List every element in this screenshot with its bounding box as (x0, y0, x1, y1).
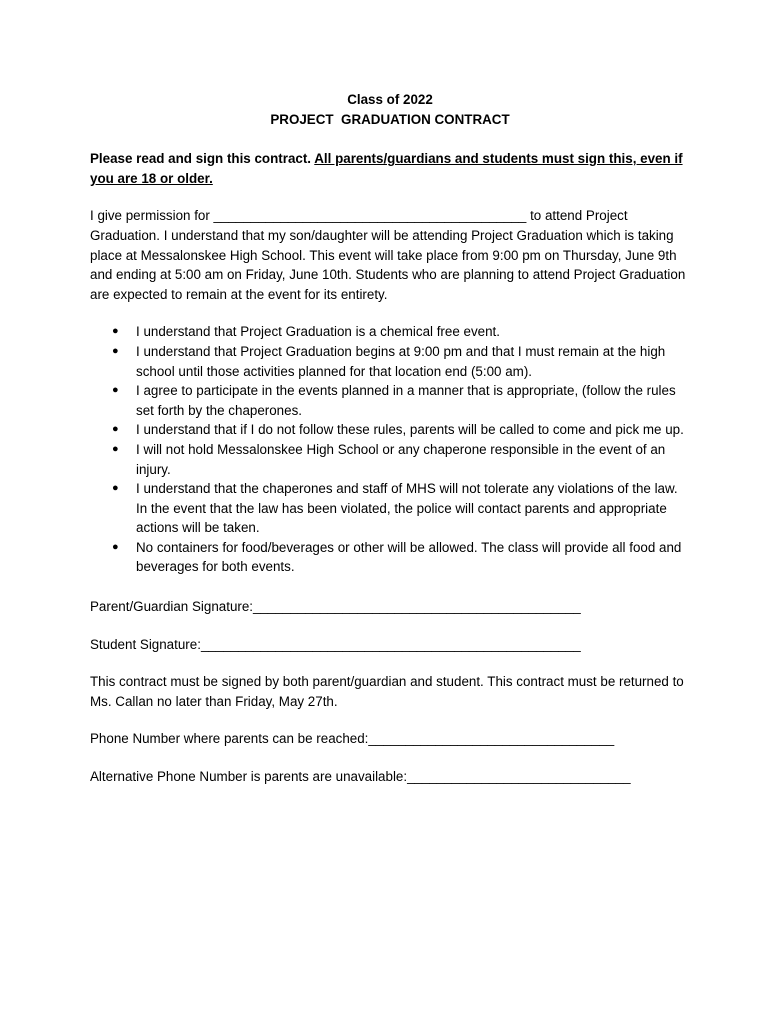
rule-text: I understand that Project Graduation is a chemical free event. (136, 324, 500, 340)
instructions-plain-text: Please read and sign this contract. (90, 151, 315, 167)
primary-phone-field[interactable]: _________________________________ (368, 731, 615, 747)
return-instructions: This contract must be signed by both parent/guardian and student. This contract must be returned to Ms. Callan no later than Friday, May 27th. (90, 674, 684, 709)
contract-document (90, 90, 690, 787)
alternative-phone-label: Alternative Phone Number is parents are unavailable: (90, 769, 408, 785)
list-item (90, 538, 690, 577)
bullet-icon: ● (112, 423, 119, 436)
list-item (90, 479, 690, 538)
primary-phone-line (90, 729, 690, 749)
list-item (90, 420, 690, 440)
parent-signature-field[interactable]: ____________________________________________ (253, 599, 581, 615)
rule-text: I understand that the chaperones and staff of MHS will not tolerate any violations of the law. In the event that the law has been violated, the police will contact parents and appropriate actions will be taken. (136, 481, 678, 536)
bullet-icon: ● (112, 442, 119, 455)
parent-signature-label: Parent/Guardian Signature: (90, 599, 254, 615)
student-signature-label: Student Signature: (90, 636, 201, 652)
rule-text: No containers for food/beverages or other will be allowed. The class will provide all food and beverages for both events. (136, 539, 682, 575)
student-signature-field[interactable]: ___________________________________________________ (200, 636, 581, 652)
permission-paragraph (90, 206, 690, 304)
bullet-icon: ● (112, 325, 119, 338)
bullet-icon: ● (112, 482, 119, 495)
bullet-icon: ● (112, 344, 119, 357)
list-item (90, 381, 690, 420)
permission-intro: I give permission for (90, 208, 214, 224)
student-name-blank[interactable]: __________________________________________ (213, 208, 527, 224)
list-item (90, 342, 690, 381)
signing-instructions (90, 149, 690, 188)
list-item (90, 322, 690, 342)
bullet-icon: ● (112, 540, 119, 553)
rule-text: I will not hold Messalonskee High School or any chaperone responsible in the event of an injury. (136, 441, 666, 477)
parent-signature-line (90, 597, 690, 617)
primary-phone-label: Phone Number where parents can be reached: (90, 731, 369, 747)
rule-text: I understand that Project Graduation begins at 9:00 pm and that I must remain at the high school until those activities planned for that location end (5:00 am). (136, 343, 666, 379)
document-title-block (90, 90, 690, 129)
instructions-underlined-text: All parents/guardians and students must sign this, even if you are 18 or older. (90, 151, 683, 186)
student-signature-line (90, 635, 690, 655)
list-item (90, 440, 690, 479)
class-year-heading: Class of 2022 (347, 92, 433, 107)
contract-title: PROJECT GRADUATION CONTRACT (270, 111, 510, 127)
rules-list (90, 322, 690, 577)
permission-body: to attend Project Graduation. I understand that my son/daughter will be attending Project Graduation which is taking place at Messalonskee High School. This event will take place from 9:00 pm on Thursday, June 9th and ending at 5:00 am on Friday, June 10th. Students who are planning to attend Project Graduation are expected to remain at the event for its entirety. (90, 208, 686, 302)
rule-text: I understand that if I do not follow these rules, parents will be called to come and pick me up. (136, 422, 684, 438)
alternative-phone-field[interactable]: ______________________________ (407, 769, 631, 785)
alternative-phone-line (90, 767, 690, 787)
rule-text: I agree to participate in the events planned in a manner that is appropriate, (follow the rules set forth by the chaperones. (136, 383, 676, 418)
bullet-icon: ● (112, 384, 119, 397)
